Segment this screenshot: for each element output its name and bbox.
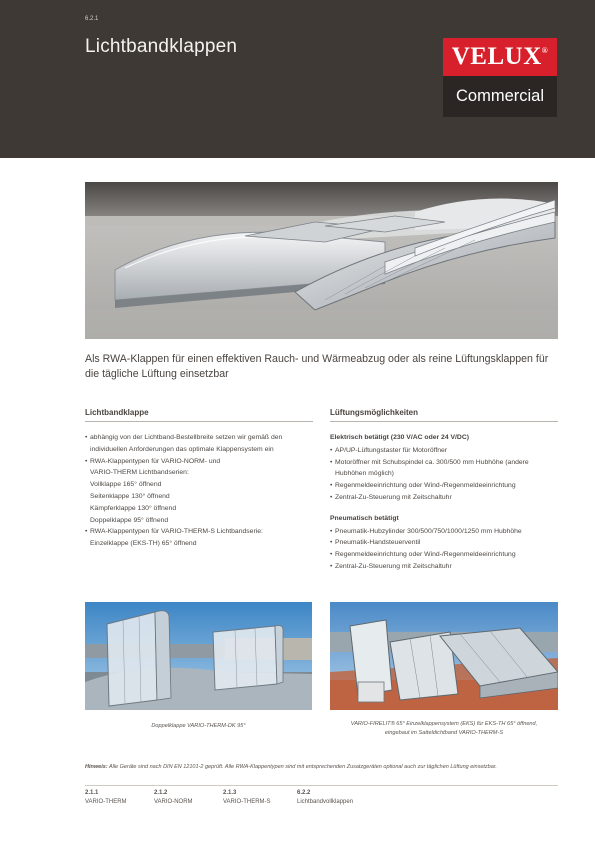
footer-link-vario-therm-s[interactable]: 2.1.3 VARIO-THERM-S (223, 790, 271, 805)
left-column-list (85, 432, 313, 550)
note-label: Hinweis: (85, 764, 108, 770)
list-item: • RWA-Klappentypen für VARIO-NORM- und (85, 456, 313, 468)
group-title-electric: Elektrisch betätigt (230 V/AC oder 24 V/DC) (330, 434, 469, 441)
list-item: • Pneumatik-Handsteuerventil (330, 537, 558, 549)
list-item-continuation: VARIO-THERM Lichtbandserien: (90, 469, 189, 477)
note-hinweis (85, 764, 558, 770)
list-item: • AP/UP-Lüftungstaster für Motoröffner (330, 445, 558, 457)
velux-commercial-logo (443, 38, 557, 117)
list-item: • Zentral-Zu-Steuerung mit Zeitschaltuhr (330, 492, 558, 504)
footer-divider (85, 785, 558, 786)
right-column-heading: Lüftungsmöglichkeiten (330, 408, 558, 422)
footer-link-vario-norm[interactable]: 2.1.2 VARIO-NORM (154, 790, 193, 805)
list-item-continuation: Seitenklappe 130° öffnend (90, 492, 170, 500)
list-item-continuation: individuellen Anforderungen das optimale Klappensystem ein (90, 445, 274, 453)
note-text: Alle Geräte sind nach DIN EN 12101-2 geprüft. Alle RWA-Klappentypen sind mit entsprechenden Zusatzgeräten optional auch zur täglichen Lüftung einsetzbar. (107, 764, 497, 770)
list-item-continuation: Kämpferklappe 130° öffnend (90, 504, 177, 512)
list-item-continuation: Vollklappe 165° öffnend (90, 481, 162, 489)
caption-line: VARIO-FIRELIT® 65° Einzelklappensystem (EKS) für EKS-TH 65° öffnend, (350, 721, 538, 727)
intro-subtitle: Als RWA-Klappen für einen effektiven Rauch- und Wärmeabzug oder als reine Lüftungsklappen für die tägliche Lüftung einsetzbar (85, 353, 549, 380)
list-item-continuation: Einzelklappe (EKS-TH) 65° öffnend (90, 540, 197, 548)
caption-right-photo (330, 720, 558, 737)
velux-logo-mark: VELUX® (443, 38, 557, 76)
list-item: • Pneumatik-Hubzylinder 300/500/750/1000/1250 mm Hubhöhe (330, 526, 558, 538)
left-column-heading: Lichtbandklappe (85, 408, 313, 422)
list-item: • Regenmeldeeinrichtung oder Wind-/Regenmeldeeinrichtung (330, 549, 558, 561)
footer-link-lichtbandvollklappen[interactable]: 6.2.2 Lichtbandvollklappen (297, 790, 354, 805)
list-item: • Regenmeldeeinrichtung oder Wind-/Regenmeldeeinrichtung (330, 480, 558, 492)
page-number: 6.2.1 (85, 16, 99, 22)
list-item: • abhängig von der Lichtband-Bestellbreite setzen wir gemäß den (85, 432, 313, 444)
list-item: • RWA-Klappentypen für VARIO-THERM-S Lichtbandserie: (85, 526, 313, 538)
photo-double-flap (85, 602, 312, 710)
hero-photo-rooflight-flaps (85, 182, 558, 339)
page-title: Lichtbandklappen (85, 36, 238, 57)
list-item-continuation: Doppelklappe 95° öffnend (90, 516, 169, 524)
caption-left-photo: Doppelklappe VARIO-THERM-DK 95° (151, 723, 246, 729)
list-item: • Zentral-Zu-Steuerung mit Zeitschaltuhr (330, 561, 558, 573)
commercial-logo-text: Commercial (443, 76, 557, 117)
right-column-list (330, 432, 558, 573)
group-title-pneumatic: Pneumatisch betätigt (330, 514, 399, 522)
footer-link-vario-therm[interactable]: 2.1.1 VARIO-THERM (85, 790, 127, 805)
list-item: • Motoröffner mit Schubspindel ca. 300/500 mm Hubhöhe (andere Hubhöhen möglich) (330, 457, 558, 481)
page-header (0, 0, 595, 158)
caption-line: eingebaut im Satteldichtband VARIO-THERM-S (384, 729, 504, 736)
photo-single-flap-system (330, 602, 558, 710)
